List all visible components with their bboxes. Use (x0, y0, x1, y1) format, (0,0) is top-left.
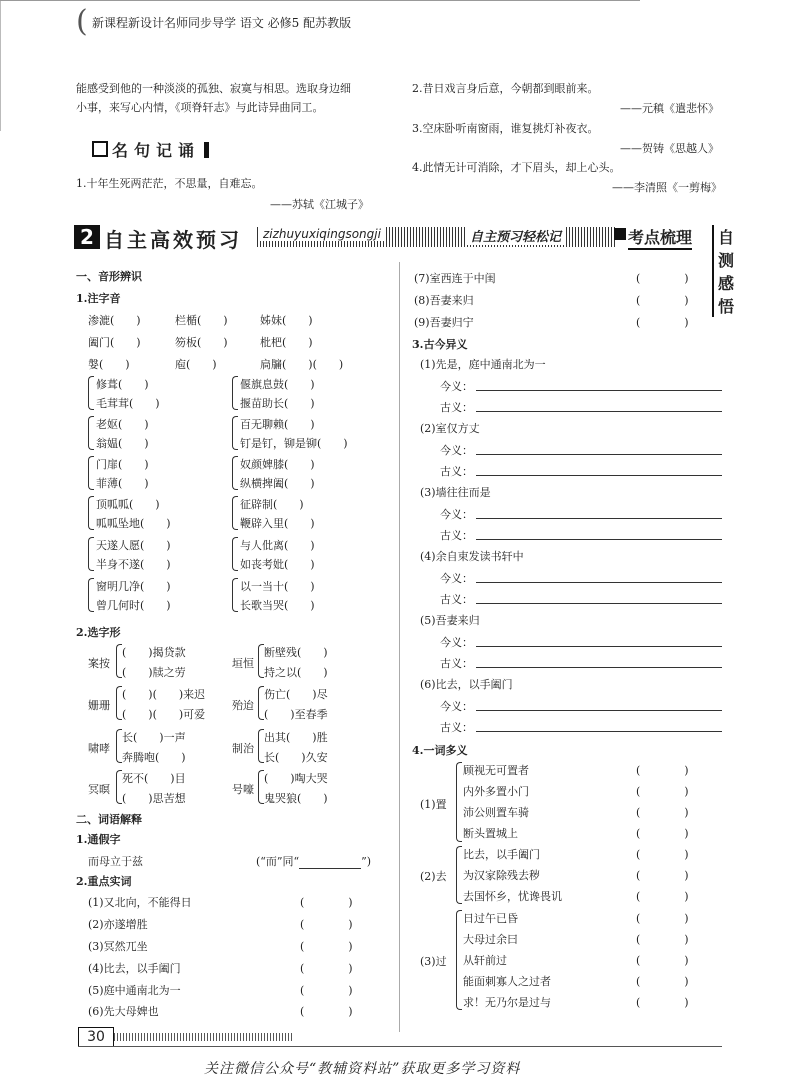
xz-key: 号嚎 (232, 783, 254, 796)
footer-rule (78, 1046, 722, 1047)
gujin-item: (5)吾妻来归 (420, 614, 480, 627)
quote-4-source: ——李清照《一剪梅》 (612, 181, 722, 194)
answer-paren[interactable]: ( ) (636, 316, 689, 329)
gujin-item: (1)先是，庭中通南北为一 (420, 358, 546, 371)
zhuyin-item: 媻( ) (88, 358, 130, 371)
brace (232, 496, 238, 530)
jin-label: 今义： (440, 700, 473, 713)
heading-shici: 2.重点实词 (76, 875, 132, 888)
pair-item: 奴颜婢膝( ) (240, 458, 315, 471)
quote-3: 3.空床卧听南窗雨，谁复挑灯补夜衣。 (412, 122, 599, 135)
quote-2-source: ——元稹《遣悲怀》 (620, 102, 719, 115)
pair-item: 曾几何时( ) (96, 599, 171, 612)
answer-paren[interactable]: ( ) (300, 896, 353, 909)
brace (232, 578, 238, 612)
tongjia-blank[interactable] (299, 855, 361, 869)
section-bar-icon (204, 142, 209, 158)
shici-item: (4)比去，以手阖门 (88, 962, 181, 975)
yici-item: 沛公则置车骑 (463, 806, 529, 819)
answer-line[interactable] (476, 603, 722, 604)
yici-key: (3)过 (420, 955, 447, 968)
xz-item: ( )牍之劳 (122, 666, 186, 679)
shici-item: (8)吾妻来归 (414, 294, 474, 307)
pair-item: 百无聊赖( ) (240, 418, 315, 431)
heading-gujin: 3.古今异义 (412, 338, 468, 351)
yici-item: 内外多置小门 (463, 785, 529, 798)
column-divider (399, 262, 400, 1032)
answer-paren[interactable]: ( ) (636, 827, 689, 840)
answer-line[interactable] (476, 390, 722, 391)
pair-item: 偃旗息鼓( ) (240, 378, 315, 391)
answer-paren[interactable]: ( ) (300, 918, 353, 931)
xz-key: 垣恒 (232, 657, 254, 670)
shici-item: (9)吾妻归宁 (414, 316, 474, 329)
header-brace: ( (76, 4, 88, 39)
pair-item: 半身不遂( ) (96, 558, 171, 571)
brace (88, 416, 94, 450)
shici-item: (1)又北向，不能得日 (88, 896, 192, 909)
page-number: 30 (78, 1027, 114, 1047)
zhuyin-item: 阖门( ) (88, 336, 141, 349)
jin-label: 今义： (440, 572, 473, 585)
gujin-item: (4)余自束发读书轩中 (420, 550, 524, 563)
pair-item: 鞭辟入里( ) (240, 517, 315, 530)
gu-label: 古义： (440, 529, 473, 542)
pair-item: 以一当十( ) (240, 580, 315, 593)
gu-label: 古义： (440, 657, 473, 670)
shici-item: (5)庭中通南北为一 (88, 984, 181, 997)
pair-item: 揠苗助长( ) (240, 397, 315, 410)
pair-item: 纵横捭阖( ) (240, 477, 315, 490)
pair-item: 毛茸茸( ) (96, 397, 160, 410)
top-column-divider (0, 1, 1, 131)
answer-paren[interactable]: ( ) (636, 954, 689, 967)
xz-item: 奔腾咆( ) (122, 751, 186, 764)
xz-item: 出其( )胜 (264, 731, 328, 744)
running-header: 新课程新设计名师同步导学 语文 必修5 配苏教版 (92, 16, 352, 30)
answer-paren[interactable]: ( ) (300, 1005, 353, 1018)
banner-tab-kaodian: 考点梳理 (628, 225, 692, 250)
xz-key: 啸哮 (88, 742, 110, 755)
tongjia-answer-prefix: (“而”同“ (256, 855, 300, 868)
quote-4: 4.此情无计可消除，才下眉头，却上心头。 (412, 161, 621, 174)
xz-item: 长( )一声 (122, 731, 186, 744)
shici-item: (3)冥然兀坐 (88, 940, 148, 953)
yici-key: (2)去 (420, 870, 447, 883)
pair-item: 呱呱坠地( ) (96, 517, 171, 530)
pair-item: 如丧考妣( ) (240, 558, 315, 571)
brace (88, 456, 94, 490)
answer-paren[interactable]: ( ) (636, 848, 689, 861)
gujin-item: (3)墙往往而是 (420, 486, 491, 499)
xz-item: 死不( )目 (122, 772, 186, 785)
intro-line-1: 能感受到他的一种淡淡的孤独、寂寞与相思。选取身边细 (76, 82, 351, 95)
gu-label: 古义： (440, 721, 473, 734)
answer-paren[interactable]: ( ) (636, 785, 689, 798)
shici-item: (2)亦遂增胜 (88, 918, 148, 931)
pair-item: 天遂人愿( ) (96, 539, 171, 552)
heading-zhuziyin: 1.注字音 (76, 292, 121, 305)
xz-item: 持之以( ) (264, 666, 328, 679)
answer-paren[interactable]: ( ) (636, 806, 689, 819)
quote-2: 2.昔日戏言身后意，今朝都到眼前来。 (412, 82, 599, 95)
pair-item: 修葺( ) (96, 378, 149, 391)
answer-paren[interactable]: ( ) (636, 996, 689, 1009)
answer-line[interactable] (476, 454, 722, 455)
xz-key: 姗珊 (88, 699, 110, 712)
yici-item: 断头置城上 (463, 827, 518, 840)
yici-item: 去国怀乡，忧谗畏讥 (463, 890, 562, 903)
xz-item: ( )思苦想 (122, 792, 186, 805)
zhuyin-item: 庖( ) (175, 358, 217, 371)
shici-item: (6)先大母婢也 (88, 1005, 159, 1018)
zhuyin-item: 渗漉( ) (88, 314, 141, 327)
quote-1: 1.十年生死两茫茫，不思量，自难忘。 (76, 177, 263, 190)
yici-item: 能面刺寡人之过者 (463, 975, 551, 988)
banner-tab-zice: 自测感悟 (712, 225, 734, 317)
quote-1-source: ——苏轼《江城子》 (270, 198, 369, 211)
yici-item: 大母过余曰 (463, 933, 518, 946)
pair-item: 窗明几净( ) (96, 580, 171, 593)
brace (232, 537, 238, 571)
banner-number: 2 (74, 225, 100, 249)
pair-item: 长歌当哭( ) (240, 599, 315, 612)
yici-key: (1)置 (420, 798, 447, 811)
answer-paren[interactable]: ( ) (636, 933, 689, 946)
brace (232, 416, 238, 450)
answer-line[interactable] (476, 667, 722, 668)
section-marker-icon (92, 141, 108, 157)
footer-note: 关注微信公众号“教辅资料站”获取更多学习资料 (204, 1061, 521, 1077)
xz-item: 鬼哭狼( ) (264, 792, 328, 805)
yici-item: 日过午已昏 (463, 912, 518, 925)
answer-paren[interactable]: ( ) (636, 912, 689, 925)
answer-line[interactable] (476, 539, 722, 540)
famous-lines-title-text: 名句记诵 (112, 141, 201, 160)
answer-line[interactable] (476, 411, 722, 412)
answer-paren[interactable]: ( ) (636, 272, 689, 285)
jin-label: 今义： (440, 636, 473, 649)
answer-line[interactable] (476, 475, 722, 476)
quote-3-source: ——贺铸《思越人》 (620, 142, 719, 155)
gu-label: 古义： (440, 593, 473, 606)
famous-lines-title (92, 138, 209, 161)
zhuyin-item: 姊妹( ) (260, 314, 313, 327)
zhuyin-item: 笏板( ) (175, 336, 228, 349)
answer-paren[interactable]: ( ) (636, 975, 689, 988)
gu-label: 古义： (440, 465, 473, 478)
pair-item: 老妪( ) (96, 418, 149, 431)
xz-item: ( )揭贷款 (122, 646, 186, 659)
banner-slogan: 自主预习轻松记 (467, 226, 564, 245)
xz-key: 殆迨 (232, 699, 254, 712)
xz-item: 伤亡( )尽 (264, 688, 328, 701)
xz-item: ( )至春季 (264, 708, 328, 721)
answer-line[interactable] (476, 731, 722, 732)
heading-yicimuoyi: 4.一词多义 (412, 744, 468, 757)
yici-item: 比去，以手阖门 (463, 848, 540, 861)
jin-label: 今义： (440, 444, 473, 457)
brace (456, 846, 462, 904)
xz-item: ( )( )可爱 (122, 708, 206, 721)
banner-title: 自主高效预习 (104, 228, 242, 252)
yici-item: 从轩前过 (463, 954, 507, 967)
xz-key: 制治 (232, 742, 254, 755)
jin-label: 今义： (440, 380, 473, 393)
xz-item: ( )( )来迟 (122, 688, 206, 701)
yici-item: 求！无乃尔是过与 (463, 996, 551, 1009)
shici-item: (7)室西连于中闺 (414, 272, 496, 285)
header-rule (0, 0, 640, 1)
answer-paren[interactable]: ( ) (300, 940, 353, 953)
yici-item: 为汉家除残去秽 (463, 869, 540, 882)
answer-line[interactable] (476, 518, 722, 519)
jin-label: 今义： (440, 508, 473, 521)
brace (88, 376, 94, 410)
yici-item: 顾视无可置者 (463, 764, 529, 777)
brace (88, 496, 94, 530)
pair-item: 钉是钉，铆是铆( ) (240, 437, 348, 450)
tongjia-item: 而母立于兹 (88, 855, 143, 868)
xz-item: ( )啕大哭 (264, 772, 328, 785)
answer-paren[interactable]: ( ) (300, 984, 353, 997)
brace (456, 762, 462, 842)
heading-yinxing: 一、音形辨识 (76, 270, 142, 283)
heading-tongjia: 1.通假字 (76, 833, 121, 846)
pair-item: 顶呱呱( ) (96, 498, 160, 511)
zhuyin-item: 枇杷( ) (260, 336, 313, 349)
answer-paren[interactable]: ( ) (636, 890, 689, 903)
gu-label: 古义： (440, 401, 473, 414)
answer-paren[interactable]: ( ) (636, 869, 689, 882)
brace (232, 456, 238, 490)
pair-item: 翁媪( ) (96, 437, 149, 450)
zhuyin-item: 栏楯( ) (175, 314, 228, 327)
footer-stripe (114, 1033, 294, 1041)
tongjia-answer-suffix: ”) (361, 855, 372, 868)
pair-item: 与人仳离( ) (240, 539, 315, 552)
answer-line[interactable] (476, 646, 722, 647)
tongjia-answer (256, 853, 371, 869)
answer-paren[interactable]: ( ) (300, 962, 353, 975)
pair-item: 菲薄( ) (96, 477, 149, 490)
heading-ciyu: 二、词语解释 (76, 813, 142, 826)
pair-item: 门扉( ) (96, 458, 149, 471)
answer-paren[interactable]: ( ) (636, 764, 689, 777)
xz-key: 案按 (88, 657, 110, 670)
answer-line[interactable] (476, 582, 722, 583)
answer-line[interactable] (476, 710, 722, 711)
pair-item: 征辟制( ) (240, 498, 304, 511)
brace (88, 578, 94, 612)
brace (456, 910, 462, 1010)
brace (232, 376, 238, 410)
xz-item: 长( )久安 (264, 751, 328, 764)
banner-pinyin: zizhuyuxiqingsongji (260, 227, 384, 241)
gujin-item: (2)室仅方丈 (420, 422, 480, 435)
banner-marker-icon (614, 228, 626, 240)
intro-line-2: 小事，来写心内情，《项脊轩志》与此诗异曲同工。 (76, 101, 324, 114)
xz-item: 断壁残( ) (264, 646, 328, 659)
zhuyin-item: 扃牖( )( ) (260, 358, 344, 371)
brace (88, 537, 94, 571)
gujin-item: (6)比去，以手阖门 (420, 678, 513, 691)
xz-key: 冥暝 (88, 783, 110, 796)
heading-xuanzixing: 2.选字形 (76, 626, 121, 639)
answer-paren[interactable]: ( ) (636, 294, 689, 307)
